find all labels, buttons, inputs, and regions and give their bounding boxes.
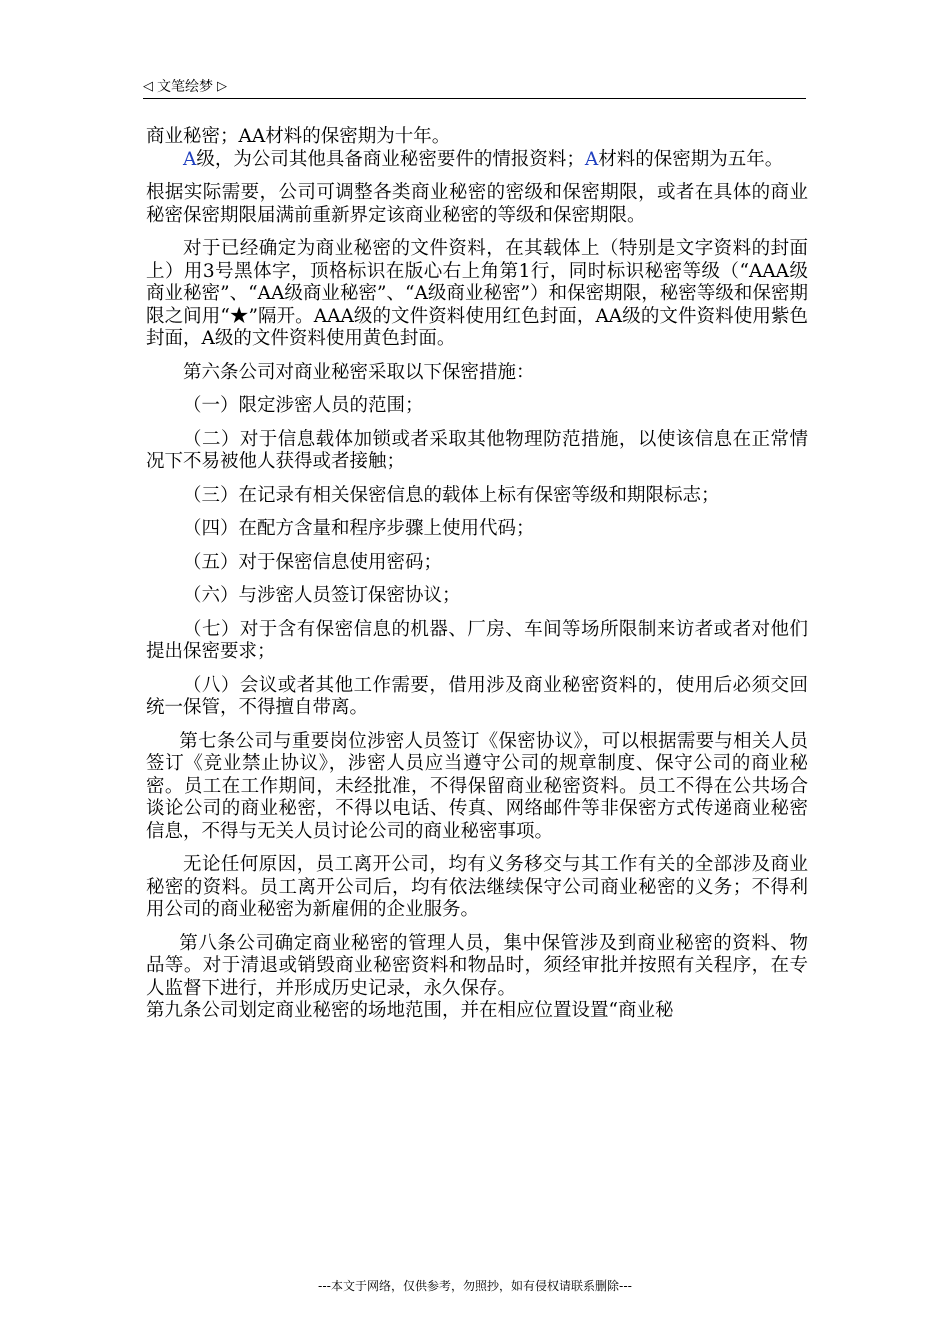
right-triangle-icon: ▷: [217, 78, 227, 94]
list-item: （七）对于含有保密信息的机器、厂房、车间等场所限制来访者或者对他们提出保密要求；: [146, 618, 808, 662]
list-item: （八）会议或者其他工作需要，借用涉及商业秘密资料的，使用后必须交回统一保管，不得擅自带离。: [146, 674, 808, 718]
list-item: （六）与涉密人员签订保密协议；: [183, 585, 461, 606]
grade-letter: A: [183, 148, 197, 170]
paragraph: 对于已经确定为商业秘密的文件资料，在其载体上（特别是文字资料的封面上）用3号黑体字，顶格标识在版心右上角第1行，同时标识秘密等级（“AAA级商业秘密”、“AA级商业秘密”、“A级商业秘密”）和保密期限，秘密等级和保密期限之间用“★”隔开。AAA级的文件资料使用红色封面，AA级的文件资料使用紫色封面，A级的文件资料使用黄色封面。: [146, 238, 808, 349]
paragraph-text: 材料的保密期为五年。: [598, 148, 784, 170]
list-item: （五）对于保密信息使用密码；: [183, 551, 443, 573]
paragraph: 根据实际需要，公司可调整各类商业秘密的密级和保密期限，或者在具体的商业秘密保密期限届满前重新界定该商业秘密的等级和保密期限。: [146, 182, 808, 226]
brand-name: 文笔绘梦: [157, 79, 213, 95]
paragraph: 第八条公司确定商业秘密的管理人员，集中保管涉及到商业秘密的资料、物品等。对于清退或销毁商业秘密资料和物品时，须经审批并按照有关程序，在专人监督下进行，并形成历史记录，永久保存。: [146, 932, 808, 999]
page-header: [143, 74, 806, 96]
paragraph-text: 级，为公司其他具备商业秘密要件的情报资料；: [196, 148, 585, 170]
list-item: （四）在配方含量和程序步骤上使用代码；: [183, 518, 535, 539]
list-item: （一）限定涉密人员的范围；: [183, 395, 424, 416]
list-item: （三）在记录有相关保密信息的载体上标有保密等级和期限标志；: [183, 484, 720, 506]
header-rule: [143, 98, 806, 99]
document-body: [146, 126, 808, 1023]
list-item: （二）对于信息载体加锁或者采取其他物理防范措施，以使该信息在正常情况下不易被他人获得或者接触；: [146, 428, 808, 472]
paragraph: 第七条公司与重要岗位涉密人员签订《保密协议》，可以根据需要与相关人员签订《竞业禁止协议》，涉密人员应当遵守公司的规章制度、保守公司的商业秘密。员工在工作期间，未经批准，不得保留商业秘密资料。员工不得在公共场合谈论公司的商业秘密，不得以电话、传真、网络邮件等非保密方式传递商业秘密信息，不得与无关人员讨论公司的商业秘密事项。: [146, 730, 808, 842]
page-footer: ---本文于网络，仅供参考，勿照抄，如有侵权请联系删除---: [318, 1279, 632, 1293]
paragraph: 第九条公司划定商业秘密的场地范围，并在相应位置设置“商业秘: [146, 1000, 674, 1021]
paragraph: 无论任何原因，员工离开公司，均有义务移交与其工作有关的全部涉及商业秘密的资料。员工离开公司后，均有依法继续保守公司商业秘密的义务；不得利用公司的商业秘密为新雇佣的企业服务。: [146, 854, 808, 920]
paragraph: 商业秘密；AA材料的保密期为十年。: [146, 126, 451, 147]
paragraph: [146, 149, 808, 172]
article-heading: 第六条公司对商业秘密采取以下保密措施：: [183, 361, 535, 383]
grade-letter: A: [584, 148, 599, 170]
header-brand: [143, 76, 227, 96]
left-triangle-icon: ◁: [143, 78, 153, 94]
